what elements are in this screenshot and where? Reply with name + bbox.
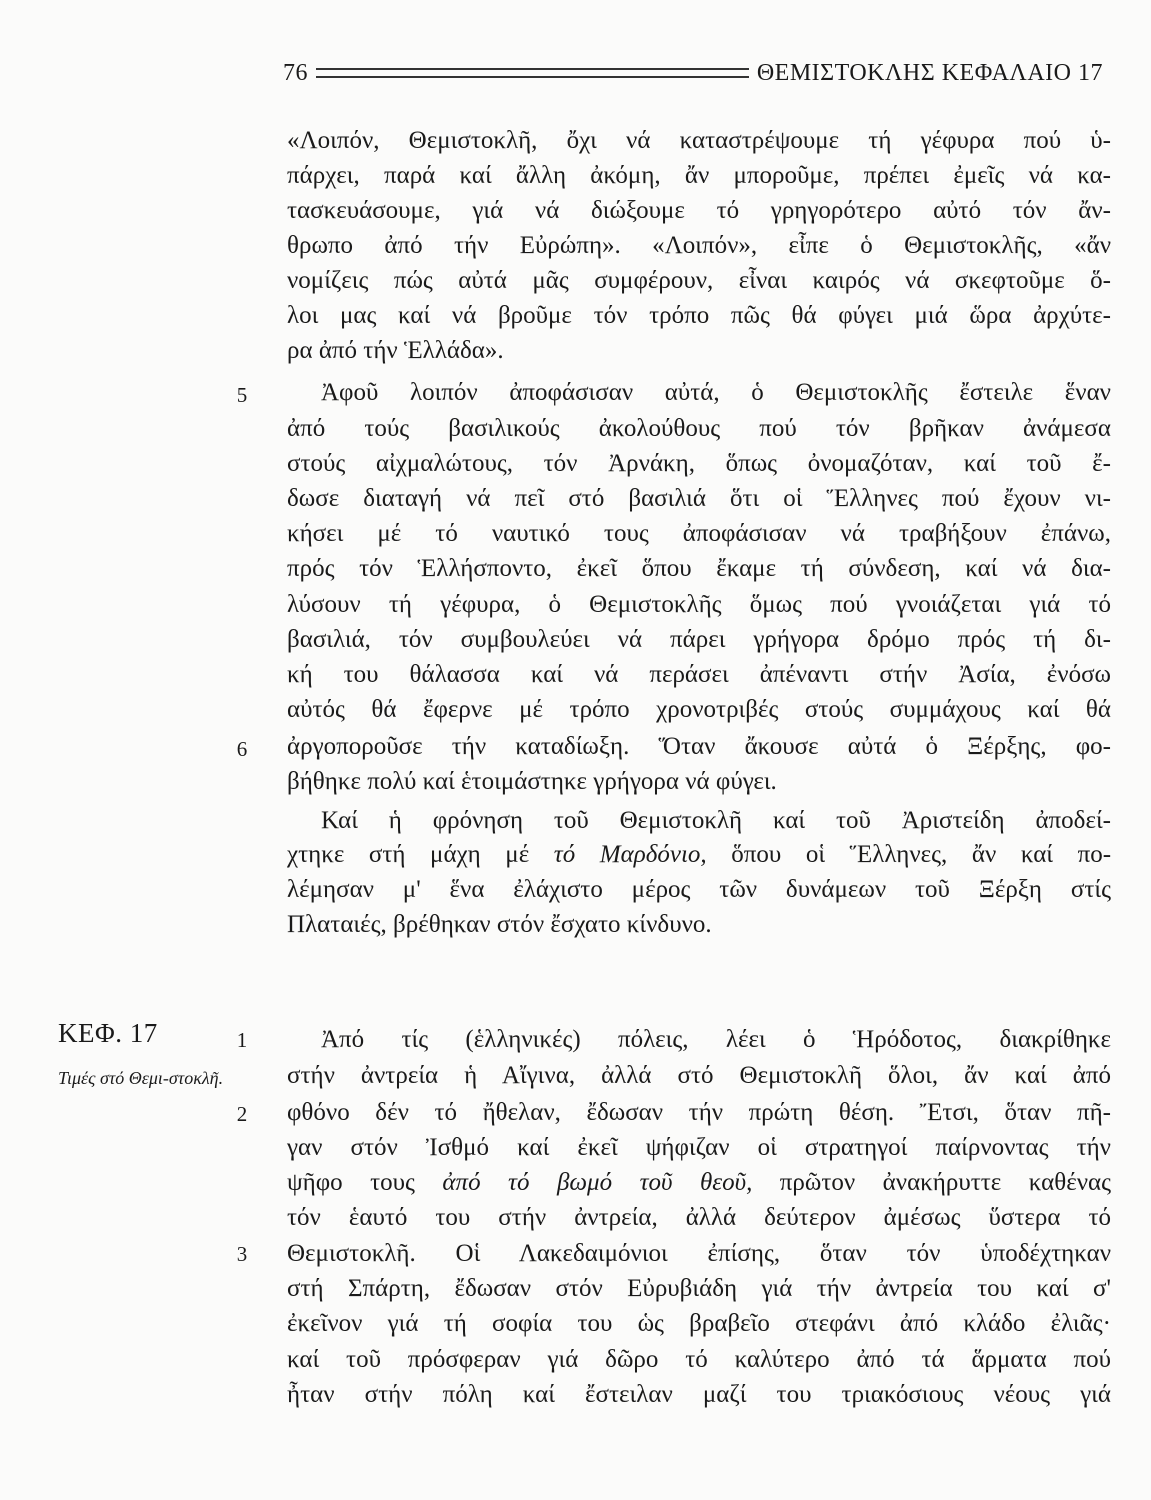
- italic-phrase: ἀπό τό βωμό τοῦ θεοῦ,: [442, 1169, 753, 1196]
- text-line: ἐκεῖνον γιά τή σοφία του ὡς βραβεῖο στεφάνι ἀπό κλάδο ἐλιᾶς·: [287, 1310, 1111, 1337]
- text-line: βήθηκε πολύ καί ἑτοιμάστηκε γρήγορα νά φύγει.: [287, 768, 777, 795]
- text-line: πρός τόν Ἑλλήσποντο, ἐκεῖ ὅπου ἔκαμε τή σύνδεση, καί νά δια-: [287, 555, 1111, 582]
- text-line: γαν στόν Ἰσθμό καί ἐκεῖ ψήφιζαν οἱ στρατηγοί παίρνοντας τήν: [287, 1134, 1111, 1161]
- text-line: στή Σπάρτη, ἔδωσαν στόν Εὐρυβιάδη γιά τήν ἀντρεία του καί σ': [287, 1275, 1111, 1302]
- text-line: [287, 1164, 1111, 1202]
- text-run: ψῆφο τους: [287, 1169, 415, 1196]
- text-line: ἀπό τούς βασιλικούς ἀκολούθους πού τόν βρῆκαν ἀνάμεσα: [287, 415, 1111, 442]
- margin-number: 5: [236, 383, 248, 407]
- page-header: [283, 58, 1103, 88]
- header-rule: [316, 68, 749, 78]
- chapter-label: ΚΕΦ. 17: [58, 1018, 158, 1048]
- text-line: Ἀπό τίς (ἑλληνικές) πόλεις, λέει ὁ Ἡρόδοτος, διακρίθηκε: [321, 1026, 1111, 1053]
- margin-number: 6: [236, 737, 248, 761]
- text-run: ὅπου οἱ Ἕλληνες, ἄν καί πο-: [731, 841, 1112, 868]
- italic-phrase: τό Μαρδόνιο,: [553, 841, 707, 868]
- margin-number: 1: [236, 1028, 248, 1052]
- text-line: «Λοιπόν, Θεμιστοκλῆ, ὄχι νά καταστρέψουμε τή γέφυρα πού ὑ-: [287, 127, 1111, 154]
- margin-number: 3: [236, 1242, 248, 1266]
- text-line: δωσε διαταγή νά πεῖ στό βασιλιά ὅτι οἱ Ἕλληνες πού ἔχουν νι-: [287, 485, 1111, 512]
- text-run: χτηκε στή μάχη μέ: [287, 841, 530, 868]
- text-line: τόν ἑαυτό του στήν ἀντρεία, ἀλλά δεύτερον ἀμέσως ὕστερα τό: [287, 1204, 1111, 1231]
- text-line: ἦταν στήν πόλη καί ἔστειλαν μαζί του τριακόσιους νέους γιά: [287, 1381, 1111, 1408]
- text-line: ρα ἀπό τήν Ἑλλάδα».: [287, 337, 504, 364]
- chapter-note: Τιμές στό Θεμι-στοκλῆ.: [58, 1068, 224, 1088]
- text-line: στούς αἰχμαλώτους, τόν Ἀρνάκη, ὅπως ὀνομαζόταν, καί τοῦ ἔ-: [287, 450, 1111, 477]
- text-line: στήν ἀντρεία ἡ Αἴγινα, ἀλλά στό Θεμιστοκλῆ ὅλοι, ἄν καί ἀπό: [287, 1062, 1111, 1089]
- text-run: πρῶτον ἀνακήρυττε καθένας: [779, 1169, 1112, 1196]
- text-line: τασκευάσουμε, γιά νά διώξουμε τό γρηγορότερο αὐτό τόν ἄν-: [287, 197, 1111, 224]
- text-line: καί τοῦ πρόσφεραν γιά δῶρο τό καλύτερο ἀπό τά ἅρματα πού: [287, 1346, 1111, 1373]
- text-line: Ἀφοῦ λοιπόν ἀποφάσισαν αὐτά, ὁ Θεμιστοκλῆς ἔστειλε ἕναν: [321, 379, 1111, 406]
- text-line: κήσει μέ τό ναυτικό τους ἀποφάσισαν νά τραβήξουν ἐπάνω,: [287, 520, 1111, 547]
- text-line: λέμησαν μ' ἕνα ἐλάχιστο μέρος τῶν δυνάμεων τοῦ Ξέρξη στίς: [287, 876, 1111, 903]
- page-number: 76: [283, 59, 308, 86]
- text-line: Καί ἡ φρόνηση τοῦ Θεμιστοκλῆ καί τοῦ Ἀριστείδη ἀποδεί-: [321, 807, 1111, 834]
- running-head: ΘΕΜΙΣΤΟΚΛΗΣ ΚΕΦΑΛΑΙΟ 17: [756, 59, 1103, 86]
- text-line: κή του θάλασσα καί νά περάσει ἀπέναντι στήν Ἀσία, ἐνόσω: [287, 661, 1111, 688]
- margin-number: 2: [236, 1102, 248, 1126]
- text-line: νομίζεις πώς αὐτά μᾶς συμφέρουν, εἶναι καιρός νά σκεφτοῦμε ὅ-: [287, 267, 1111, 294]
- text-line: φθόνο δέν τό ἤθελαν, ἔδωσαν τήν πρώτη θέση. Ἔτσι, ὅταν πῆ-: [287, 1099, 1111, 1126]
- text-line: [287, 836, 1111, 874]
- text-line: θρωπο ἀπό τήν Εὐρώπη». «Λοιπόν», εἶπε ὁ Θεμιστοκλῆς, «ἄν: [287, 232, 1111, 259]
- text-line: λύσουν τή γέφυρα, ὁ Θεμιστοκλῆς ὅμως πού γνοιάζεται γιά τό: [287, 591, 1111, 618]
- text-line: Πλαταιές, βρέθηκαν στόν ἔσχατο κίνδυνο.: [287, 911, 712, 938]
- text-line: λοι μας καί νά βροῦμε τόν τρόπο πῶς θά φύγει μιά ὥρα ἀρχύτε-: [287, 302, 1111, 329]
- text-line: Θεμιστοκλῆ. Οἱ Λακεδαιμόνιοι ἐπίσης, ὅταν τόν ὑποδέχτηκαν: [287, 1240, 1111, 1267]
- text-line: πάρχει, παρά καί ἄλλη ἀκόμη, ἄν μποροῦμε, πρέπει ἐμεῖς νά κα-: [287, 162, 1111, 189]
- text-line: βασιλιά, τόν συμβουλεύει νά πάρει γρήγορα δρόμο πρός τή δι-: [287, 626, 1111, 653]
- text-line: αὐτός θά ἔφερνε μέ τρόπο χρονοτριβές στούς συμμάχους καί θά: [287, 696, 1111, 723]
- text-line: ἀργοποροῦσε τήν καταδίωξη. Ὅταν ἄκουσε αὐτά ὁ Ξέρξης, φο-: [287, 733, 1111, 760]
